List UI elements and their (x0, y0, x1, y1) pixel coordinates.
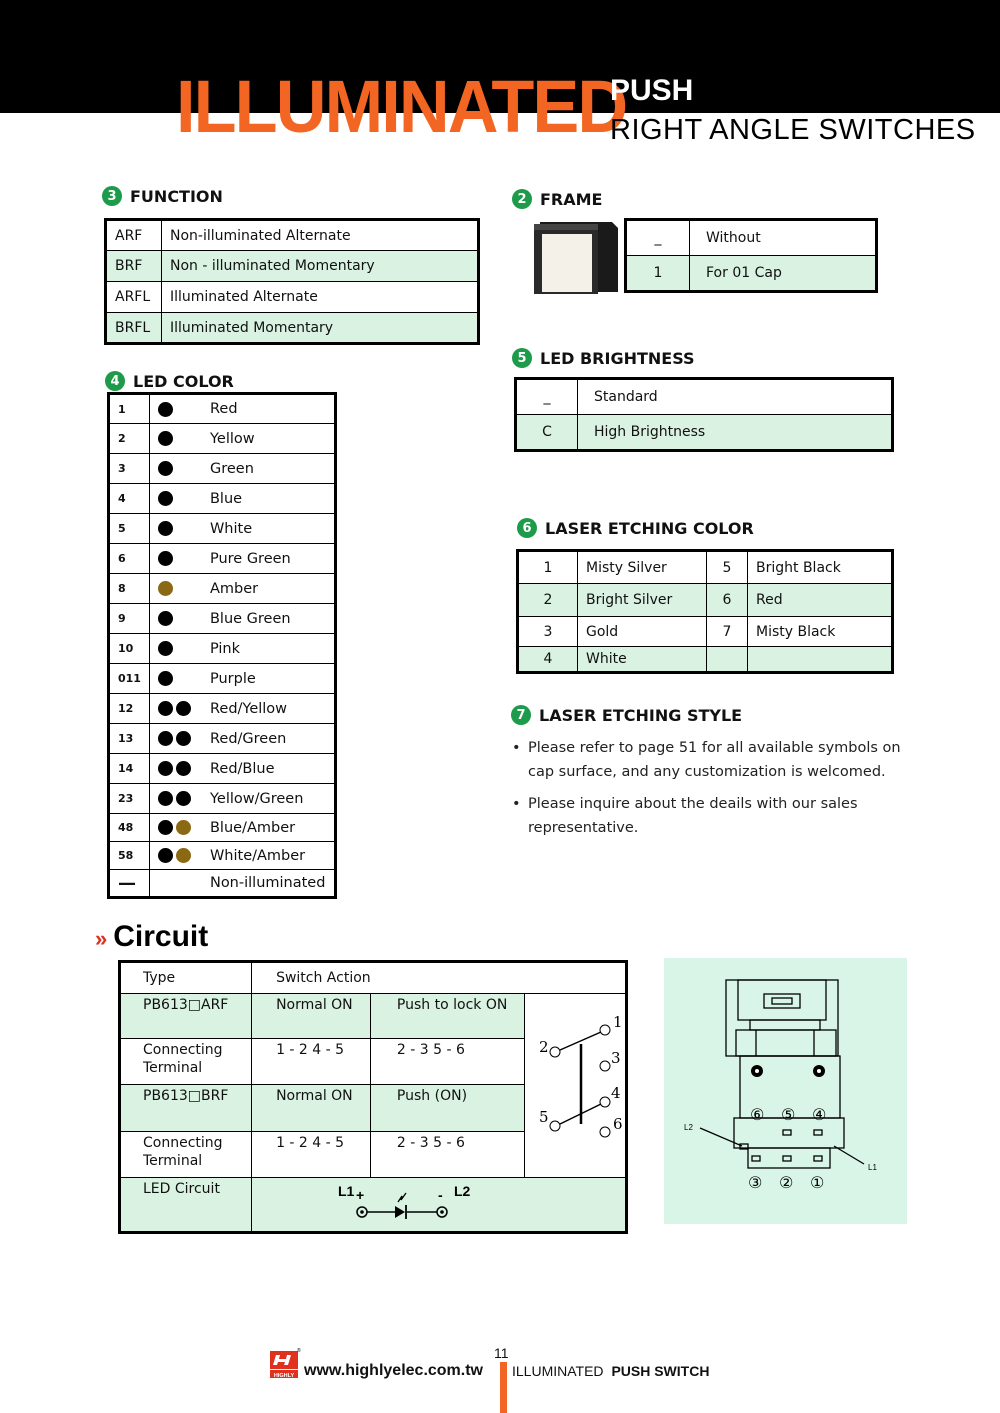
terminal-normal: 1 - 2 4 - 5 (252, 1039, 371, 1085)
led-dots (149, 544, 202, 574)
led-dot-icon (158, 848, 173, 863)
led-dots (149, 634, 202, 664)
etching-code: 1 (518, 551, 578, 584)
col-action: Switch Action (252, 962, 627, 994)
pin-6: ⑥ (750, 1105, 765, 1124)
led-name: Red (202, 394, 336, 424)
brightness-code: C (516, 415, 578, 451)
terminal-3: 3 (610, 1049, 621, 1067)
section-number: 5 (512, 348, 532, 368)
led-color-row (109, 484, 336, 514)
led-dot-icon (158, 461, 173, 476)
etching-name: Bright Black (748, 551, 893, 584)
etching-code: 5 (707, 551, 748, 584)
terminal-push: 2 - 3 5 - 6 (370, 1039, 524, 1085)
frame-heading (512, 189, 602, 209)
highly-logo (270, 1347, 300, 1379)
frame-product-image (530, 214, 622, 298)
etching-style-heading (511, 705, 742, 725)
svg-text:®: ® (297, 1348, 301, 1354)
led-name: Pure Green (202, 544, 336, 574)
brightness-code: _ (516, 379, 578, 415)
led-dot-icon (158, 731, 173, 746)
section-title: LED BRIGHTNESS (540, 348, 695, 368)
arf-push: Push to lock ON (370, 994, 524, 1039)
led-dot-icon (158, 521, 173, 536)
function-code: ARFL (106, 282, 162, 313)
terminal-push: 2 - 3 5 - 6 (370, 1131, 524, 1177)
led-code: 14 (109, 754, 150, 784)
led-dots (149, 484, 202, 514)
switch-diagram (525, 994, 625, 1172)
section-title: LASER ETCHING COLOR (545, 518, 754, 538)
pin-4: ④ (812, 1105, 827, 1124)
led-code: 13 (109, 724, 150, 754)
led-name: Pink (202, 634, 336, 664)
function-heading (102, 186, 223, 206)
section-number: 6 (517, 518, 537, 538)
led-dots (149, 394, 202, 424)
led-diode-icon (395, 1206, 405, 1218)
led-color-row (109, 814, 336, 842)
title-subtitle: RIGHT ANGLE SWITCHES (610, 114, 976, 146)
led-code: 10 (109, 634, 150, 664)
led-color-row (109, 544, 336, 574)
connecting-label: Connecting Terminal (120, 1039, 252, 1085)
led-code: 6 (109, 544, 150, 574)
function-desc: Illuminated Alternate (162, 282, 479, 313)
led-dots (149, 724, 202, 754)
led-name: White/Amber (202, 842, 336, 870)
minus-sign: - (438, 1187, 443, 1203)
led-color-row (109, 574, 336, 604)
terminal-1: 1 (612, 1013, 623, 1031)
brightness-desc: Standard (578, 379, 893, 415)
led-dot-icon (158, 641, 173, 656)
led-dots (149, 454, 202, 484)
arf-normal: Normal ON (252, 994, 371, 1039)
circuit-table (118, 960, 628, 1234)
brf-model: PB613□BRF (120, 1085, 252, 1131)
frame-code: _ (626, 220, 690, 256)
footer-push-switch: PUSH SWITCH (611, 1363, 710, 1379)
led-dots (149, 604, 202, 634)
brightness-desc: High Brightness (578, 415, 893, 451)
terminal-5: 5 (538, 1108, 549, 1126)
led-color-row (109, 694, 336, 724)
led-dot-icon (158, 791, 173, 806)
etching-name: Bright Silver (578, 584, 707, 617)
led-code: 3 (109, 454, 150, 484)
led-dot-icon (176, 820, 191, 835)
bullet-text: Please refer to page 51 for all available symbols on cap surface, and any customization is welcomed. (528, 740, 901, 780)
etching-style-bullet: • Please refer to page 51 for all available symbols on cap surface, and any customization is welcomed. (512, 736, 922, 784)
led-dots (149, 814, 202, 842)
section-number: 7 (511, 705, 531, 725)
section-title: LED COLOR (133, 371, 234, 391)
pinout-drawing (664, 958, 907, 1224)
col-type: Type (120, 962, 252, 994)
logo-text: HIGHLY (273, 1373, 295, 1379)
led-name: Purple (202, 664, 336, 694)
led-circuit-cell (252, 1178, 627, 1233)
function-table (104, 218, 480, 345)
plus-sign: + (356, 1187, 365, 1203)
pin-1: ① (810, 1173, 825, 1192)
circuit-heading (95, 920, 208, 954)
led-code: 23 (109, 784, 150, 814)
led-dots (149, 424, 202, 454)
etching-name (748, 647, 893, 673)
led-name: Yellow/Green (202, 784, 336, 814)
led-dot-icon (158, 402, 173, 417)
pin-3: ③ (748, 1173, 763, 1192)
brightness-table (514, 377, 894, 452)
led-code: 1 (109, 394, 150, 424)
etching-code: 6 (707, 584, 748, 617)
page-number: 11 (494, 1345, 509, 1361)
section-title: FUNCTION (130, 186, 223, 206)
pin-5: ⑤ (781, 1105, 796, 1124)
section-title: LASER ETCHING STYLE (539, 705, 743, 725)
led-color-row (109, 634, 336, 664)
brightness-heading (512, 348, 695, 368)
led-color-row (109, 870, 336, 898)
etching-name: Misty Black (748, 617, 893, 647)
led-dots (149, 870, 202, 898)
led-dot-icon (158, 431, 173, 446)
frame-code: 1 (626, 256, 690, 292)
circuit-title: Circuit (113, 920, 209, 953)
l1-pin-label: L1 (868, 1163, 877, 1172)
led-name: Red/Yellow (202, 694, 336, 724)
led-color-row (109, 664, 336, 694)
switch-diagram-cell (524, 994, 626, 1178)
led-code: 5 (109, 514, 150, 544)
footer-illuminated: ILLUMINATED (512, 1363, 604, 1379)
etching-style-bullet: • Please inquire about the deails with our sales representative. (512, 792, 892, 840)
led-color-row (109, 514, 336, 544)
led-dots (149, 574, 202, 604)
etching-name: Misty Silver (578, 551, 707, 584)
etching-name: Red (748, 584, 893, 617)
section-number: 3 (102, 186, 122, 206)
etching-code: 3 (518, 617, 578, 647)
footer-product (512, 1363, 709, 1379)
led-color-table (107, 392, 337, 899)
led-dot-icon (158, 551, 173, 566)
led-color-row (109, 604, 336, 634)
function-code: BRFL (106, 313, 162, 344)
connecting-label: Connecting Terminal (120, 1131, 252, 1177)
led-code: 9 (109, 604, 150, 634)
etching-code (707, 647, 748, 673)
led-color-heading (105, 371, 234, 391)
page-title: ILLUMINATED (176, 65, 627, 148)
bullet-text: Please inquire about the deails with our sales representative. (528, 796, 858, 836)
led-code: 58 (109, 842, 150, 870)
led-color-row (109, 784, 336, 814)
led-dot-icon (158, 491, 173, 506)
led-name: Yellow (202, 424, 336, 454)
led-name: Red/Blue (202, 754, 336, 784)
led-color-row (109, 754, 336, 784)
led-name: Green (202, 454, 336, 484)
led-name: Non-illuminated (202, 870, 336, 898)
led-dot-icon (158, 761, 173, 776)
footer-url[interactable]: www.highlyelec.com.tw (304, 1362, 483, 1379)
brf-push: Push (ON) (370, 1085, 524, 1131)
led-dot-icon (176, 848, 191, 863)
arf-model: PB613□ARF (120, 994, 252, 1039)
etching-color-heading (517, 518, 754, 538)
led-code: — (109, 870, 150, 898)
section-number: 2 (512, 189, 532, 209)
function-desc: Illuminated Momentary (162, 313, 479, 344)
etching-code: 2 (518, 584, 578, 617)
terminal-normal: 1 - 2 4 - 5 (252, 1131, 371, 1177)
etching-color-table (516, 549, 894, 674)
title-push: PUSH (610, 74, 694, 107)
led-dot-icon (176, 791, 191, 806)
led-dot-icon (176, 761, 191, 776)
led-dot-icon (176, 701, 191, 716)
function-code: ARF (106, 220, 162, 251)
led-code: 4 (109, 484, 150, 514)
footer-accent-bar (500, 1362, 507, 1413)
frame-desc: Without (690, 220, 877, 256)
etching-code: 4 (518, 647, 578, 673)
led-dots (149, 664, 202, 694)
arrows-icon: » (95, 926, 108, 951)
led-dot-icon (158, 820, 173, 835)
frame-desc: For 01 Cap (690, 256, 877, 292)
led-code: 011 (109, 664, 150, 694)
l2-pin-label: L2 (684, 1123, 693, 1132)
led-dot-icon (158, 611, 173, 626)
led-code: 2 (109, 424, 150, 454)
terminal-4: 4 (610, 1084, 621, 1102)
led-dot-icon (158, 581, 173, 596)
terminal-2: 2 (538, 1038, 549, 1056)
led-color-row (109, 424, 336, 454)
etching-name: White (578, 647, 707, 673)
led-color-row (109, 842, 336, 870)
led-color-row (109, 394, 336, 424)
led-name: Blue Green (202, 604, 336, 634)
led-name: Blue/Amber (202, 814, 336, 842)
led-dots (149, 842, 202, 870)
led-circuit-diagram (252, 1178, 612, 1226)
led-dots (149, 784, 202, 814)
led-name: Amber (202, 574, 336, 604)
section-number: 4 (105, 371, 125, 391)
led-code: 12 (109, 694, 150, 724)
terminal-6: 6 (612, 1115, 623, 1133)
frame-table (624, 218, 878, 293)
pin-2: ② (779, 1173, 794, 1192)
led-name: Red/Green (202, 724, 336, 754)
pinout-diagram (664, 958, 907, 1224)
led-dots (149, 694, 202, 724)
led-dot-icon (176, 731, 191, 746)
led-color-row (109, 724, 336, 754)
section-title: FRAME (540, 189, 603, 209)
led-dots (149, 514, 202, 544)
function-desc: Non - illuminated Momentary (162, 251, 479, 282)
etching-code: 7 (707, 617, 748, 647)
led-dot-icon (158, 701, 173, 716)
led-circuit-label: LED Circuit (120, 1178, 252, 1233)
led-code: 8 (109, 574, 150, 604)
l1-label: L1 (338, 1183, 355, 1199)
etching-name: Gold (578, 617, 707, 647)
led-color-row (109, 454, 336, 484)
brf-normal: Normal ON (252, 1085, 371, 1131)
function-desc: Non-illuminated Alternate (162, 220, 479, 251)
led-code: 48 (109, 814, 150, 842)
led-dot-icon (158, 671, 173, 686)
led-dots (149, 754, 202, 784)
function-code: BRF (106, 251, 162, 282)
led-name: Blue (202, 484, 336, 514)
led-name: White (202, 514, 336, 544)
l2-label: L2 (454, 1183, 471, 1199)
